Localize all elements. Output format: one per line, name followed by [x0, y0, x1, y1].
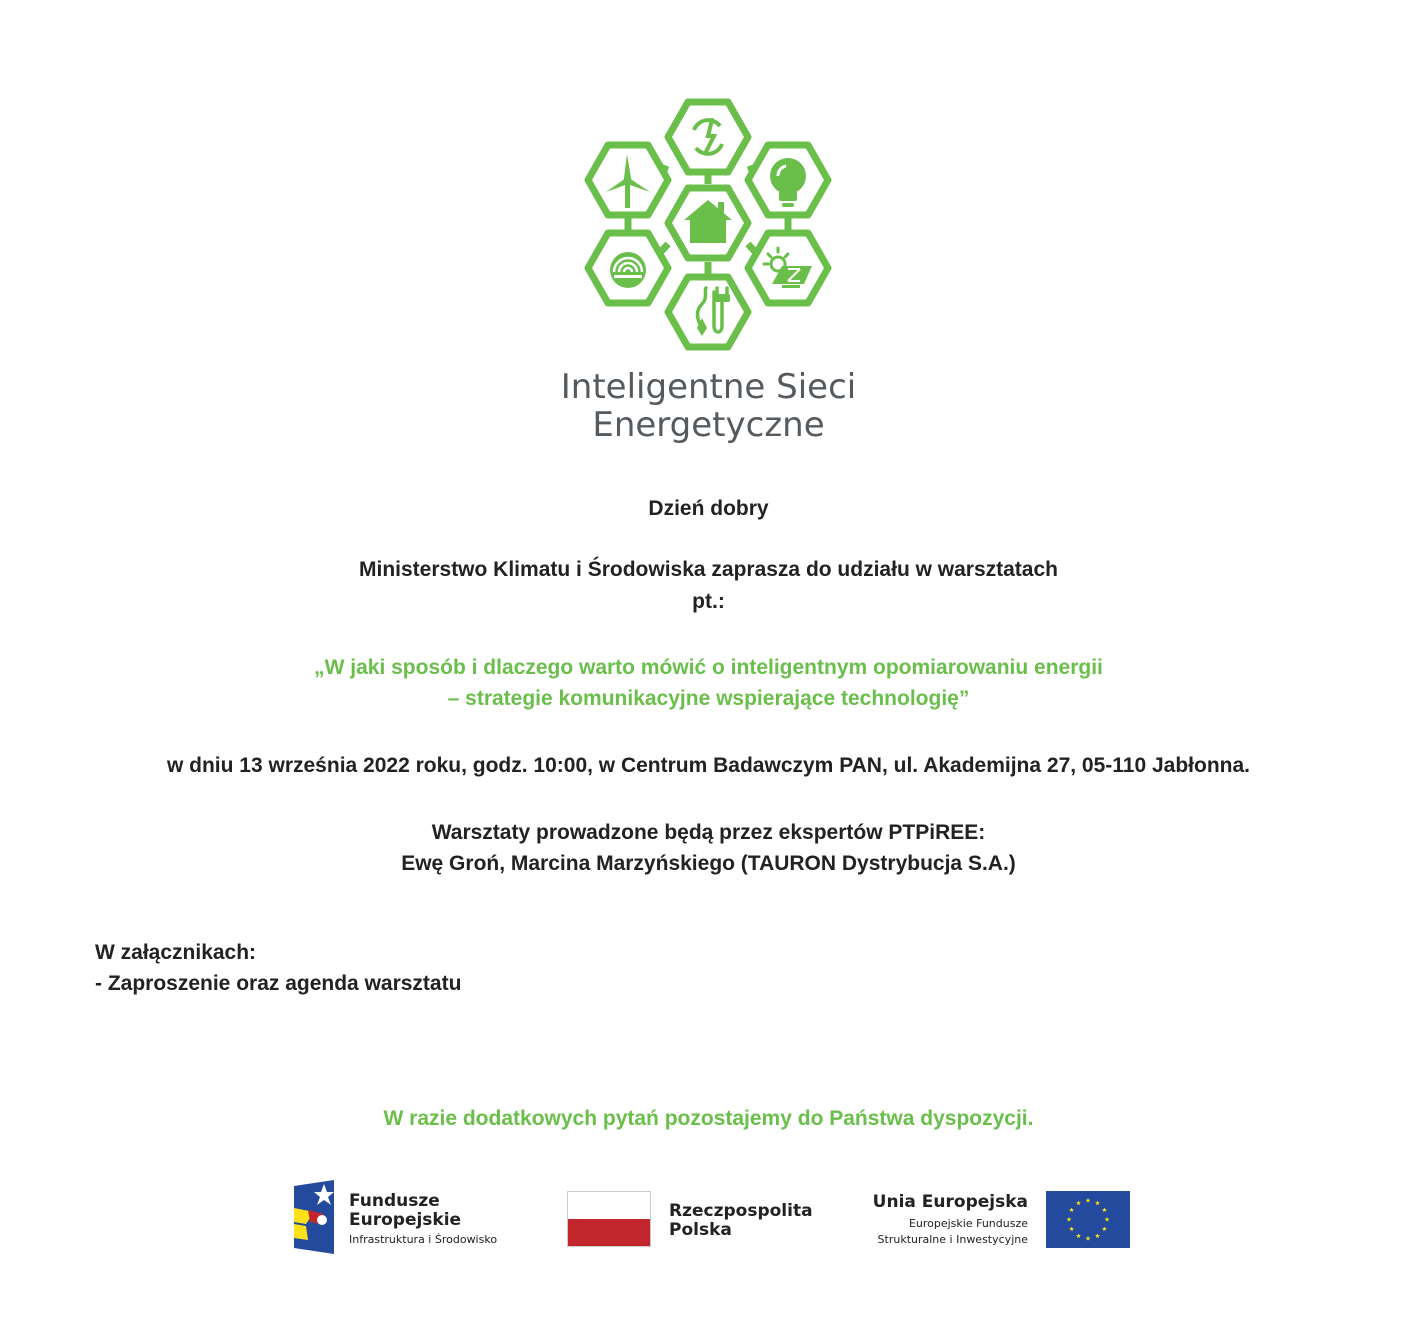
greeting: Dzień dobry — [648, 497, 769, 520]
event-details: w dniu 13 września 2022 roku, godz. 10:00, w Centrum Badawczym PAN, ul. Akademijna 27, 05-110 Jabłonna. — [166, 754, 1251, 777]
attachments-item: - Zaproszenie oraz agenda warsztatu — [95, 972, 462, 995]
experts-line1: Warsztaty prowadzone będą przez ekspertów PTPiREE: — [431, 821, 986, 844]
eu-flag — [1046, 1191, 1130, 1248]
logo-title-line2: Energetyczne — [592, 405, 825, 445]
fe-sub: Infrastruktura i Środowisko — [349, 1233, 498, 1246]
polish-flag — [567, 1191, 651, 1247]
ise-logo — [576, 92, 840, 362]
rp-line1: Rzeczpospolita — [669, 1201, 813, 1221]
smart-meter-icon — [610, 252, 646, 288]
workshop-title-line1: „W jaki sposób i dlaczego warto mówić o inteligentnym opomiarowaniu energii — [314, 656, 1103, 679]
ue-title: Unia Europejska — [872, 1192, 1028, 1212]
closing-text: W razie dodatkowych pytań pozostajemy do Państwa dyspozycji. — [383, 1107, 1034, 1130]
attachments-heading: W załącznikach: — [95, 941, 257, 964]
experts-line2: Ewę Groń, Marcina Marzyńskiego (TAURON Dystrybucja S.A.) — [401, 852, 1016, 875]
fe-line1: Fundusze — [349, 1191, 440, 1211]
logo-title-line1: Inteligentne Sieci — [560, 367, 857, 407]
invite-line2: pt.: — [692, 590, 725, 613]
hex-bottom — [668, 277, 748, 347]
ue-sub1: Europejskie Fundusze — [908, 1217, 1028, 1230]
fe-line2: Europejskie — [349, 1210, 462, 1230]
workshop-title-line2: – strategie komunikacyjne wspierające technologię” — [447, 687, 970, 710]
invite-line1: Ministerstwo Klimatu i Środowiska zaprasza do udziału w warsztatach — [359, 558, 1058, 581]
fundusze-europejskie-logo — [294, 1180, 334, 1254]
rp-line2: Polska — [669, 1220, 732, 1240]
ue-sub2: Strukturalne i Inwestycyjne — [877, 1233, 1028, 1246]
